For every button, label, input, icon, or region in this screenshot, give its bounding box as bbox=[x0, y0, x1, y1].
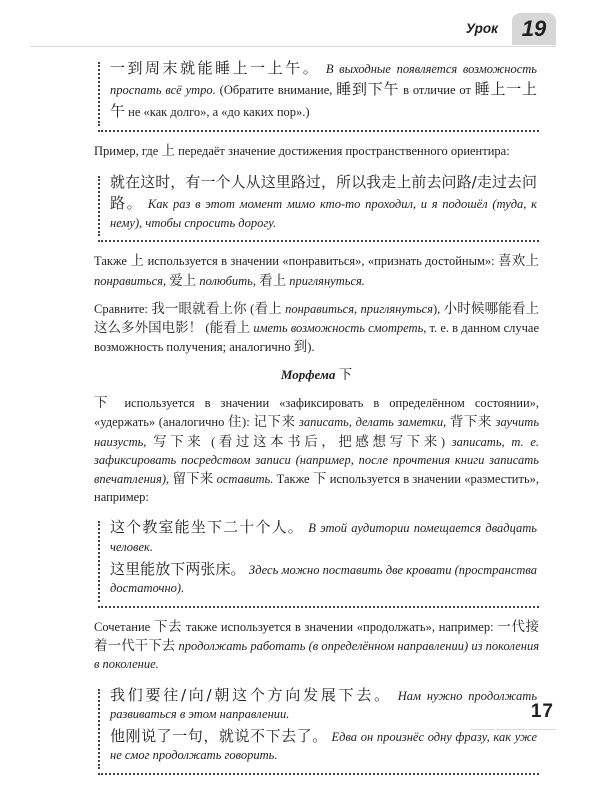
example-box-3 bbox=[94, 515, 539, 607]
note-text: не «как долго», а «до каких пор».) bbox=[128, 104, 310, 119]
translation: записать, делать заметки, bbox=[299, 415, 447, 430]
text: Также bbox=[94, 254, 127, 269]
paragraph-3 bbox=[94, 300, 539, 357]
cn-term: 下 bbox=[312, 470, 327, 487]
section-title: Морфема bbox=[280, 367, 336, 383]
translation: полюбить, bbox=[199, 273, 256, 288]
text: Сравните: bbox=[94, 301, 148, 316]
cn-term: 看过这本书后，把感想写下来 bbox=[215, 433, 441, 450]
cn-term: 记下来 bbox=[253, 414, 296, 431]
cn-term: 看上 bbox=[259, 272, 287, 289]
text: , т. е. в данном случае возможность получения; аналогично bbox=[94, 320, 540, 355]
paragraph-1 bbox=[94, 142, 539, 161]
page-header bbox=[466, 14, 556, 44]
text: ). bbox=[307, 340, 315, 355]
text: ( bbox=[205, 320, 210, 335]
cn-term: 上 bbox=[161, 142, 175, 159]
note-cn: 睡到下午 bbox=[336, 80, 400, 99]
cn-term: 小时候哪能看上这么多外国电影！ bbox=[94, 300, 540, 336]
cn-term: 下去 bbox=[153, 618, 183, 635]
cn-term: 住 bbox=[228, 414, 243, 431]
cn-term: 到 bbox=[293, 339, 308, 356]
text: ): bbox=[242, 415, 250, 430]
example-cn: 我们要往/向/朝这个方向发展下去。 bbox=[110, 685, 392, 704]
cn-term: 一代接着一代干下去 bbox=[94, 618, 540, 654]
text: Также bbox=[276, 471, 310, 486]
translation: понравиться, bbox=[94, 273, 167, 288]
lesson-label: Урок bbox=[465, 21, 498, 37]
cn-term: 写下来 bbox=[153, 433, 205, 450]
note-text: в отличие от bbox=[403, 83, 471, 98]
footer-rule bbox=[470, 729, 556, 730]
lesson-number-tab: 19 bbox=[512, 13, 556, 45]
cn-term: 我一眼就看上你 bbox=[151, 300, 247, 317]
section-cn: 下 bbox=[338, 367, 353, 384]
text: ( bbox=[250, 301, 255, 316]
example-cn: 就在这时，有一个人从这里路过，所以我走上前去问路/走过去问路。 bbox=[110, 173, 537, 213]
cn-term: 能看上 bbox=[209, 319, 251, 336]
cn-term: 留下来 bbox=[172, 470, 214, 487]
cn-term: 上 bbox=[130, 253, 145, 270]
example-cn: 一到周末就能睡上一上午。 bbox=[110, 59, 321, 77]
paragraph-2 bbox=[94, 252, 539, 290]
text: ), bbox=[433, 301, 441, 316]
text: используется в значении «зафиксировать в определённом состоянии», «удержать» (аналогично bbox=[94, 396, 540, 430]
text: ( bbox=[211, 434, 216, 449]
translation: записать, т. е. зафиксировать посредством записи (например, после прочтения книги записать впечатления), bbox=[94, 434, 540, 486]
note-text: (Обратите внимание, bbox=[219, 83, 333, 98]
cn-term: 看上 bbox=[254, 300, 282, 317]
example-box-2 bbox=[94, 170, 539, 242]
note-cn: 睡上一上午 bbox=[110, 80, 537, 120]
example-translation: Едва он произнёс одну фразу, как уже не смог продолжать говорить. bbox=[110, 729, 537, 762]
page-content bbox=[94, 52, 539, 785]
translation: приглянуться. bbox=[289, 273, 365, 288]
translation: оставить. bbox=[216, 471, 274, 486]
paragraph-4 bbox=[94, 394, 539, 506]
example-cn: 这里能放下两张床。 bbox=[110, 559, 246, 578]
cn-term: 背下来 bbox=[449, 414, 492, 431]
example-translation: В выходные появляется возможность проспать всё утро. bbox=[110, 62, 537, 98]
translation: продолжать работать (в определённом направлении) из поколения в поколение. bbox=[94, 638, 540, 671]
cn-term: 下 bbox=[94, 395, 115, 412]
page-number: 17 bbox=[530, 701, 554, 723]
example-box-1 bbox=[94, 56, 539, 132]
example-translation: Нам нужно продолжать развиваться в этом направлении. bbox=[110, 688, 538, 721]
cn-term: 爱上 bbox=[169, 272, 197, 289]
text: Пример, где bbox=[94, 143, 159, 158]
cn-term: 喜欢上 bbox=[498, 253, 540, 270]
paragraph-5 bbox=[94, 618, 539, 674]
example-cn: 他刚说了一句，就说不下去了。 bbox=[110, 726, 328, 745]
example-cn: 这个教室能坐下二十个人。 bbox=[110, 518, 304, 537]
section-heading bbox=[94, 366, 539, 385]
text: используется в значении «понравиться», «признать достойным»: bbox=[147, 254, 495, 269]
example-translation: В этой аудитории помещается двадцать человек. bbox=[110, 521, 537, 554]
text: Сочетание bbox=[94, 619, 151, 634]
translation: иметь возможность смотреть bbox=[253, 320, 424, 335]
example-translation: Как раз в этот момент мимо кто-то проходил, и я подошёл (туда, к нему), чтобы спросить дорогу. bbox=[110, 197, 537, 230]
text: передаёт значение достижения пространственного ориентира: bbox=[178, 143, 510, 158]
translation: заучить наизусть, bbox=[94, 415, 540, 449]
translation: понравиться, приглянуться bbox=[285, 301, 433, 316]
example-translation: Здесь можно поставить две кровати (пространства достаточно). bbox=[110, 562, 537, 595]
text: также используется в значении «продолжать», например: bbox=[185, 619, 494, 634]
text: ) bbox=[440, 434, 445, 449]
text: используется в значении «разместить», например: bbox=[94, 471, 540, 504]
header-rule bbox=[30, 46, 556, 47]
